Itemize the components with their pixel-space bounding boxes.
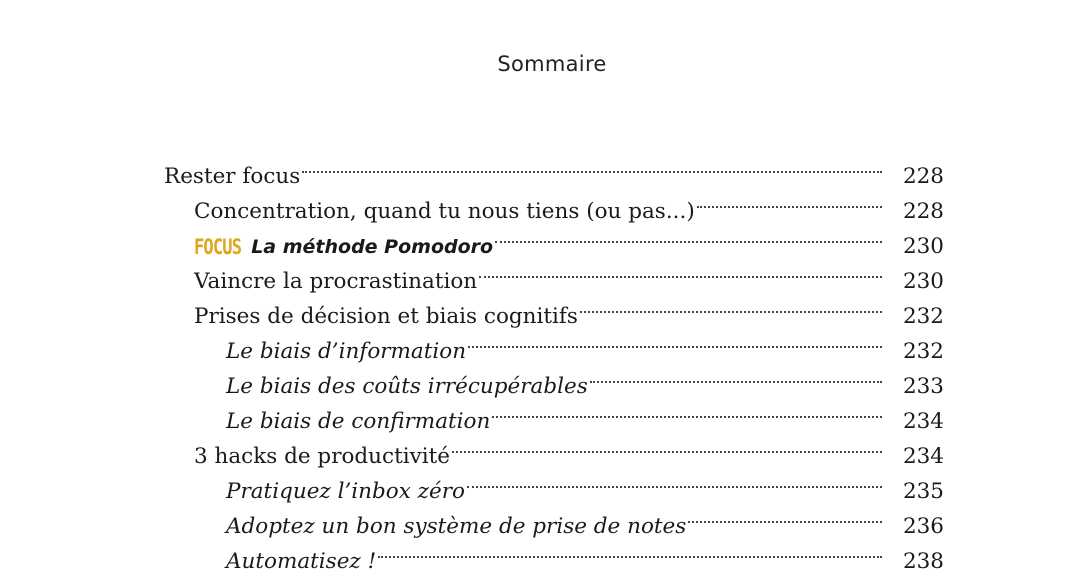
toc-page-number: 232 — [902, 304, 944, 329]
toc-entry[interactable] — [164, 428, 944, 469]
dot-leader — [492, 393, 882, 428]
dot-leader — [467, 463, 882, 498]
page-title: Sommaire — [497, 52, 607, 76]
dot-leader — [452, 428, 882, 463]
toc-entry-title: Adoptez un bon système de prise de notes — [226, 514, 687, 539]
toc-page-number: 234 — [902, 409, 944, 434]
toc-entry-title: Le biais des coûts irrécupérables — [226, 374, 588, 399]
toc-entry-title: Le biais de confirmation — [226, 409, 491, 434]
toc-entry-title: Prises de décision et biais cognitifs — [194, 304, 578, 329]
toc-entry-focus[interactable] — [164, 218, 944, 261]
toc-entry-title: Vaincre la procrastination — [194, 269, 478, 294]
dot-leader — [697, 183, 882, 218]
toc-entry-title: Pratiquez l’inbox zéro — [226, 479, 465, 504]
toc-entry[interactable] — [164, 358, 944, 399]
toc-entry[interactable] — [164, 393, 944, 434]
dot-leader — [378, 533, 882, 568]
toc-entry[interactable] — [164, 253, 944, 294]
focus-tag: FOCUS — [194, 235, 242, 261]
toc-entry[interactable] — [164, 323, 944, 364]
toc-entry-title: Automatisez ! — [226, 549, 377, 574]
toc-entry[interactable] — [164, 533, 944, 574]
toc-entry-title: La méthode Pomodoro — [251, 236, 494, 258]
toc-page-number: 236 — [902, 514, 944, 539]
dot-leader — [688, 498, 882, 533]
toc-entry-title: Le biais d’information — [226, 339, 467, 364]
dot-leader — [479, 253, 882, 288]
toc-page-number: 235 — [902, 479, 944, 504]
toc-entry[interactable] — [164, 288, 944, 329]
toc-entry-title: 3 hacks de productivité — [194, 444, 450, 469]
toc-entry[interactable] — [164, 463, 944, 504]
toc-entry[interactable] — [164, 148, 944, 189]
toc-page-number: 230 — [902, 269, 944, 294]
toc-page-number: 233 — [902, 374, 944, 399]
toc-entry[interactable] — [164, 498, 944, 539]
dot-leader — [468, 323, 882, 358]
toc-page-number: 238 — [902, 549, 944, 574]
dot-leader — [580, 288, 882, 323]
dot-leader — [590, 358, 882, 393]
toc-page-number: 232 — [902, 339, 944, 364]
dot-leader — [302, 148, 882, 183]
table-of-contents — [164, 148, 944, 574]
toc-page-number: 230 — [902, 234, 944, 259]
toc-entry-title: Concentration, quand tu nous tiens (ou pas...) — [194, 199, 695, 224]
toc-entry[interactable] — [164, 183, 944, 224]
toc-entry-title: Rester focus — [164, 164, 301, 189]
toc-page-number: 228 — [902, 164, 944, 189]
toc-page-number: 234 — [902, 444, 944, 469]
dot-leader — [495, 218, 882, 253]
toc-page-number: 228 — [902, 199, 944, 224]
